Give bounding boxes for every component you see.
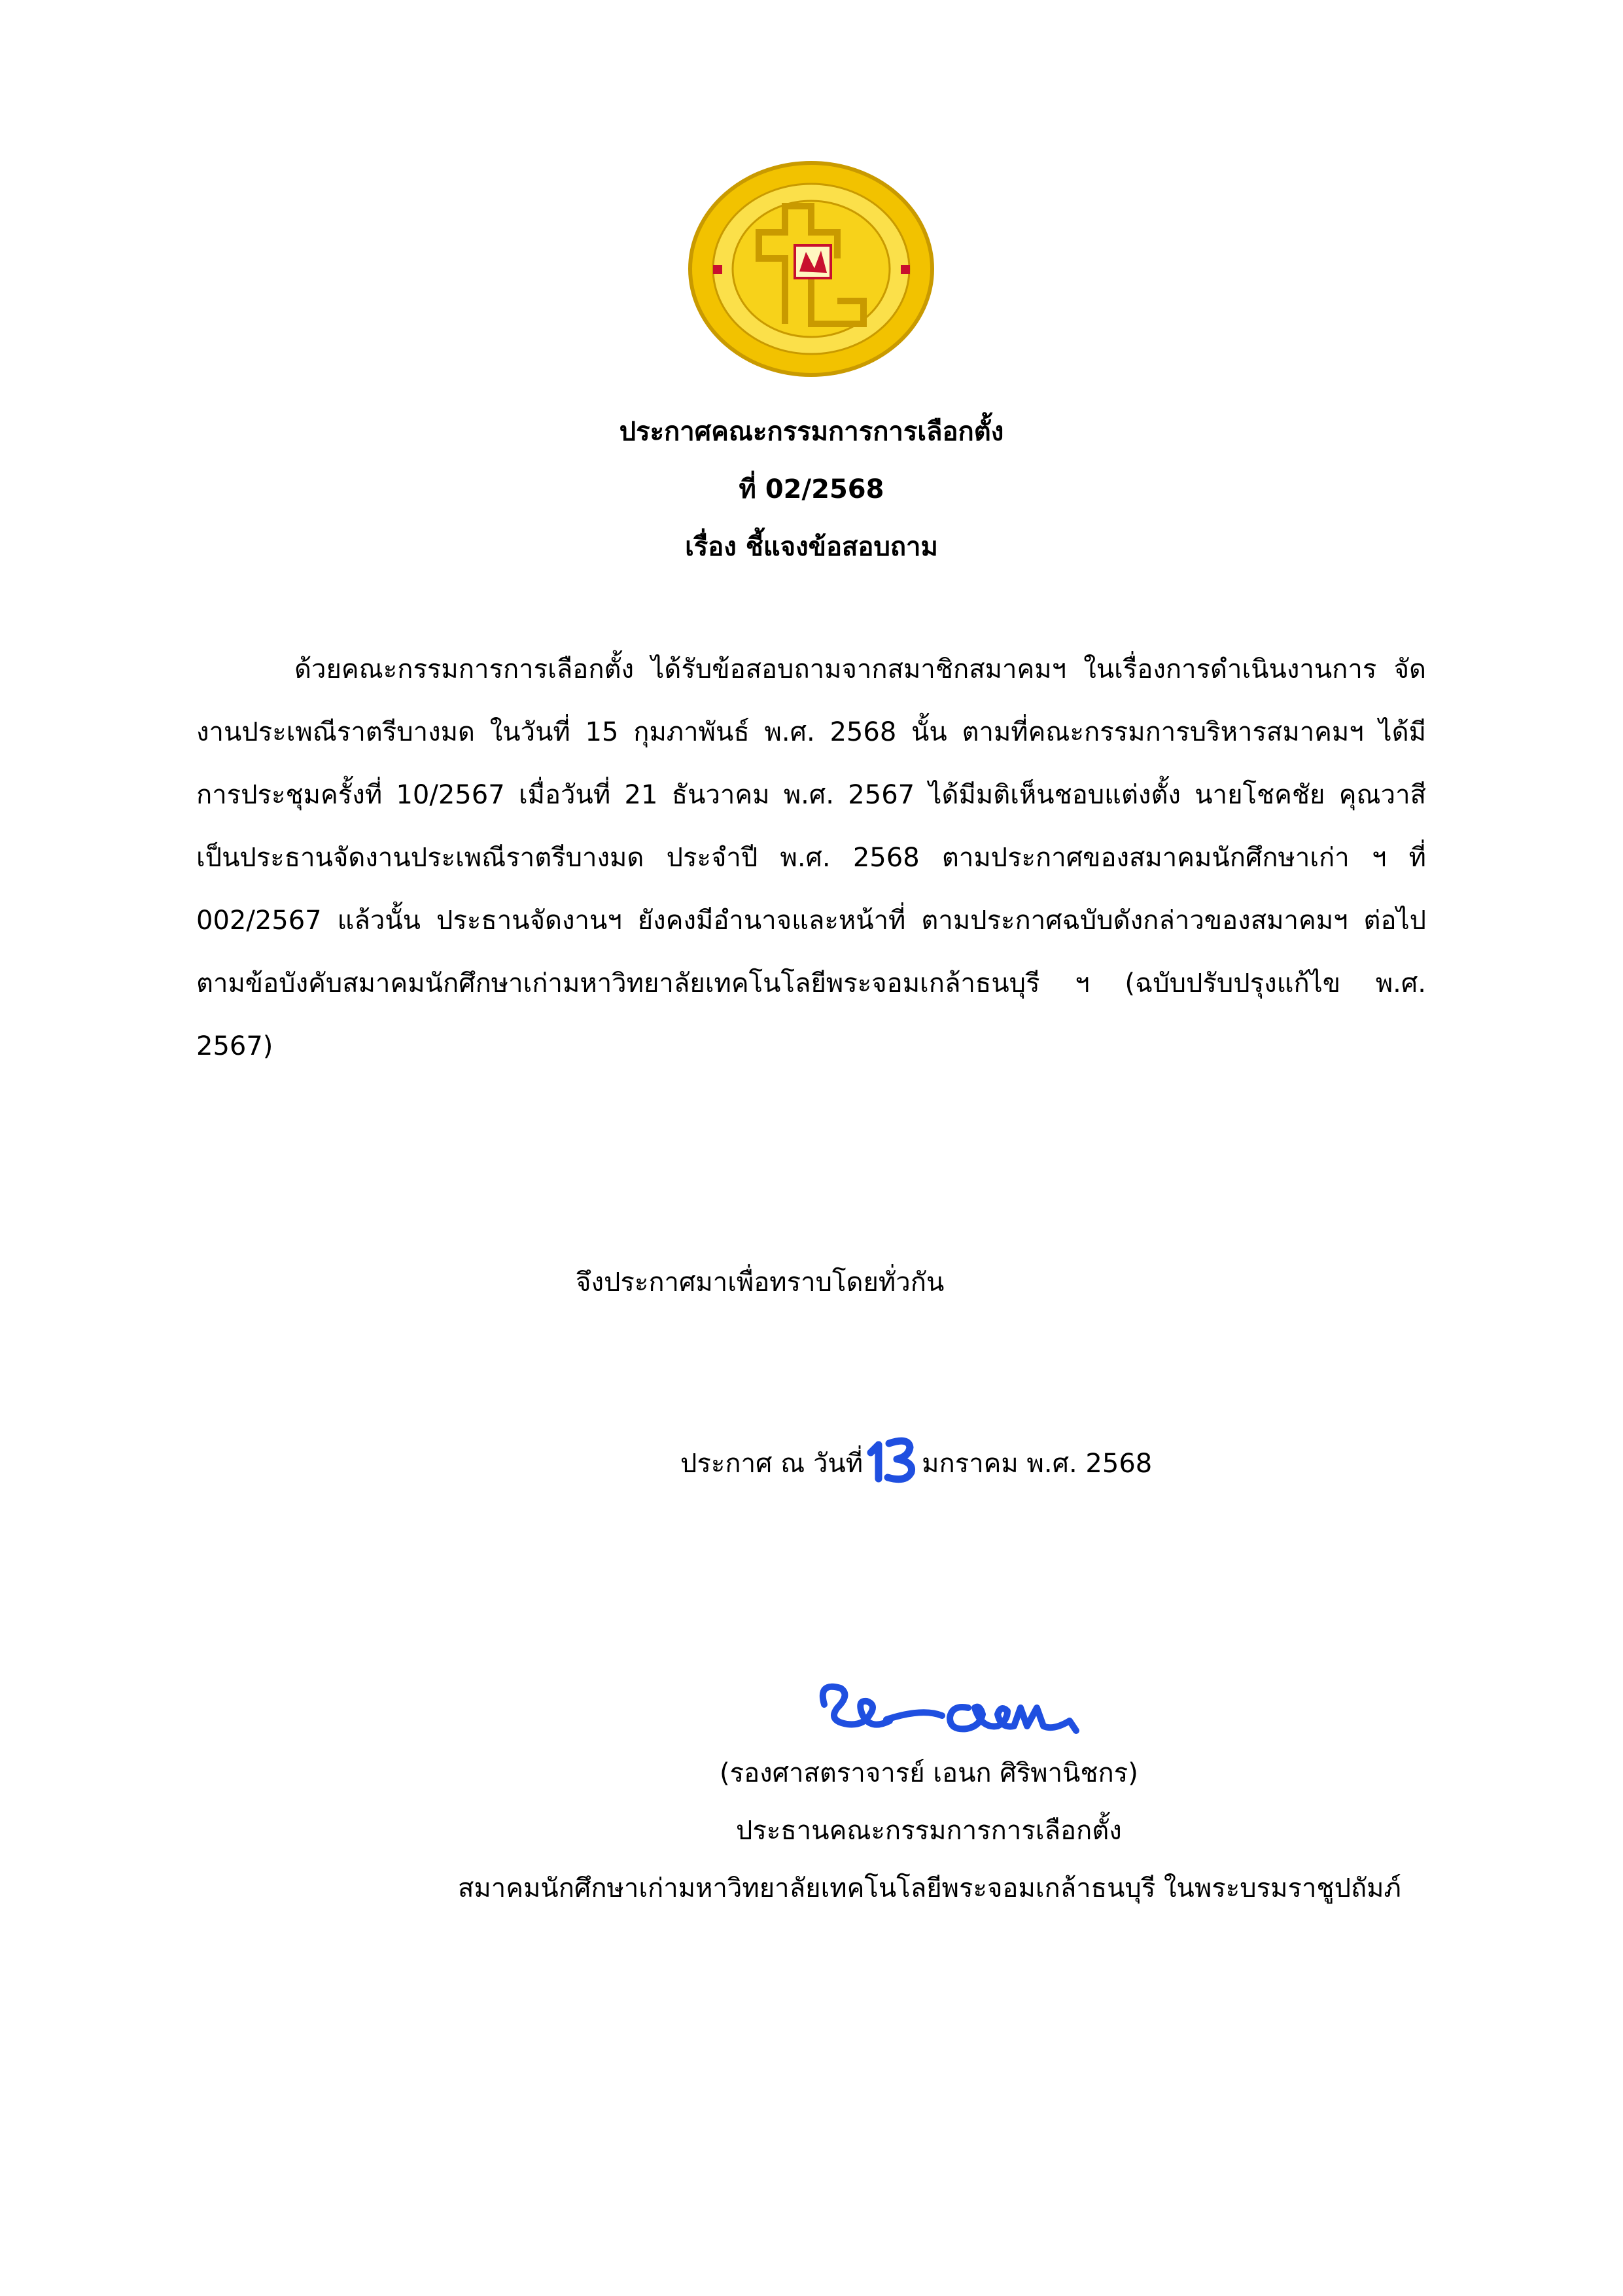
signature-graphic <box>811 1669 1092 1747</box>
body-line: 002/2567 แล้วนั้น ประธานจัดงานฯ ยังคงมีอำนาจและหน้าที่ ตามประกาศฉบับดังกล่าวของสมาคมฯ ต่อไป <box>196 906 1426 936</box>
body-line: งานประเพณีราตรีบางมด ในวันที่ 15 กุมภาพันธ์ พ.ศ. 2568 นั้น ตามที่คณะกรรมการบริหารสมาคมฯ ได้มี <box>196 717 1426 747</box>
seal-graphic <box>687 160 936 378</box>
body-line: ตามข้อบังคับสมาคมนักศึกษาเก่ามหาวิทยาลัยเทคโนโลยีพระจอมเกล้าธนบุรี ฯ (ฉบับปรับปรุงแก้ไข พ.ศ. <box>196 968 1426 998</box>
body-line: ด้วยคณะกรรมการการเลือกตั้ง ได้รับข้อสอบถามจากสมาชิกสมาคมฯ ในเรื่องการดำเนินงานการ จัด <box>294 654 1426 684</box>
body-line: การประชุมครั้งที่ 10/2567 เมื่อวันที่ 21 ธันวาคม พ.ศ. 2567 ได้มีมติเห็นชอบแต่งตั้ง นายโชคชัย คุณวาสี <box>196 780 1426 810</box>
association-logo <box>687 160 936 378</box>
announcement-subject: เรื่อง ชี้แจงข้อสอบถาม <box>685 532 938 562</box>
signatory-organization: สมาคมนักศึกษาเก่ามหาวิทยาลัยเทคโนโลยีพระจอมเกล้าธนบุรี ในพระบรมราชูปถัมภ์ <box>458 1873 1401 1903</box>
signatory-name: (รองศาสตราจารย์ เอนก ศิริพานิชกร) <box>720 1758 1138 1788</box>
body-line: เป็นประธานจัดงานประเพณีราตรีบางมด ประจำปี พ.ศ. 2568 ตามประกาศของสมาคมนักศึกษาเก่า ฯ ที่ <box>196 843 1426 873</box>
body-paragraph <box>196 638 1426 1078</box>
closing-statement: จึงประกาศมาเพื่อทราบโดยทั่วกัน <box>576 1267 945 1298</box>
body-line: 2567) <box>196 1031 273 1061</box>
signature <box>811 1669 1092 1747</box>
date-prefix: ประกาศ ณ วันที่ <box>680 1449 864 1479</box>
signatory-position: ประธานคณะกรรมการการเลือกตั้ง <box>736 1816 1122 1846</box>
handwritten-day-graphic <box>863 1433 922 1485</box>
announcement-number: ที่ 02/2568 <box>739 474 884 504</box>
handwritten-day <box>863 1433 922 1485</box>
announcement-date <box>680 1433 1152 1485</box>
date-suffix: มกราคม พ.ศ. 2568 <box>922 1449 1153 1479</box>
announcement-title: ประกาศคณะกรรมการการเลือกตั้ง <box>619 417 1004 447</box>
